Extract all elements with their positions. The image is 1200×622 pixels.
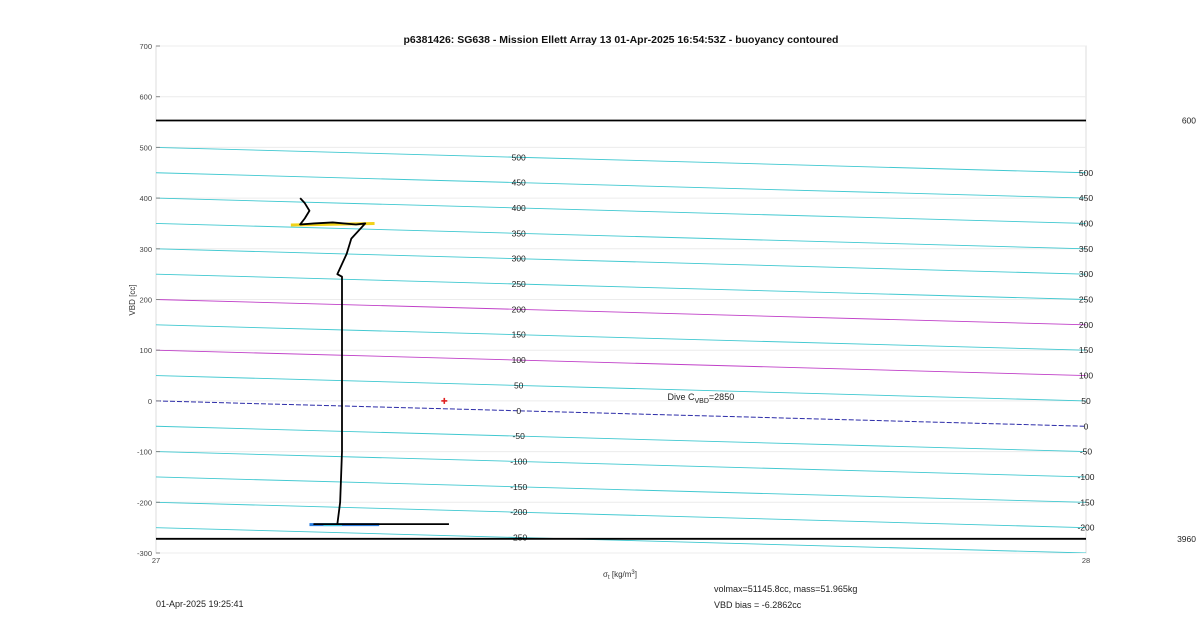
contour-label: 400 bbox=[1078, 218, 1094, 229]
y-tick-label: 500 bbox=[139, 143, 152, 153]
chart-title: p6381426: SG638 - Mission Ellett Array 13 01-Apr-2025 16:54:53Z - buoyancy contoured bbox=[403, 34, 839, 46]
vbd-bias-readout: VBD bias = -6.2862cc bbox=[714, 600, 802, 610]
contour-label: 450 bbox=[1078, 193, 1094, 204]
y-axis-label: VBD [cc] bbox=[128, 284, 137, 316]
contour-label: 350 bbox=[1078, 243, 1094, 254]
y-tick-label: -200 bbox=[136, 498, 152, 508]
contour-label: -50 bbox=[512, 431, 525, 442]
y-tick-label: 200 bbox=[139, 295, 152, 305]
y-tick-label: 100 bbox=[139, 346, 152, 356]
contour-label: 50 bbox=[1081, 395, 1091, 406]
contour-label: 250 bbox=[1078, 294, 1094, 305]
contour-label: 450 bbox=[511, 177, 526, 188]
contour-label: 300 bbox=[511, 253, 526, 264]
limit-line-label: 600 bbox=[1181, 115, 1196, 126]
contour-label: 200 bbox=[511, 304, 526, 315]
contour-label: 100 bbox=[511, 355, 526, 366]
dive-cvbd-annotation: Dive $C_{VBD}=2850$ bbox=[667, 391, 735, 405]
x-tick-label: 28 bbox=[1081, 556, 1091, 565]
x-tick-label: 27 bbox=[151, 556, 161, 565]
contour-label: 150 bbox=[1078, 345, 1094, 356]
contour-label: 400 bbox=[511, 202, 526, 213]
limit-line-label: 3960 bbox=[1177, 533, 1196, 544]
contour-label: -200 bbox=[1077, 522, 1095, 533]
contour-label: 350 bbox=[511, 228, 526, 239]
volmax-mass-readout: volmax=51145.8cc, mass=51.965kg bbox=[714, 584, 858, 594]
y-tick-label: 600 bbox=[139, 92, 152, 102]
contour-label: 500 bbox=[511, 152, 526, 163]
contour-label: -100 bbox=[1077, 471, 1095, 482]
contour-label: 0 bbox=[1083, 421, 1089, 432]
contour-label: 200 bbox=[1078, 319, 1094, 330]
footer-timestamp: 01-Apr-2025 19:25:41 bbox=[156, 599, 244, 609]
contour-label: 500 bbox=[1078, 167, 1094, 178]
contour-label: -250 bbox=[510, 532, 528, 543]
contour-label: 300 bbox=[1078, 269, 1094, 280]
y-tick-label: 400 bbox=[139, 194, 152, 204]
contour-label: -150 bbox=[1077, 497, 1095, 508]
y-tick-label: 700 bbox=[139, 42, 152, 51]
contour-label: -100 bbox=[510, 456, 528, 467]
y-tick-label: -300 bbox=[136, 549, 152, 558]
x-axis-label: $\sigma_t$ $[kg/m^3]$ bbox=[603, 570, 637, 581]
y-tick-label: -100 bbox=[136, 447, 152, 457]
contour-label: -200 bbox=[510, 507, 528, 518]
y-tick-label: 0 bbox=[147, 396, 152, 406]
contour-label: 150 bbox=[511, 329, 526, 340]
contour-label: -150 bbox=[510, 481, 528, 492]
contour-label: 250 bbox=[511, 279, 526, 290]
contour-label: 100 bbox=[1078, 370, 1094, 381]
contour-label: 0 bbox=[516, 405, 522, 416]
y-tick-label: 300 bbox=[139, 244, 152, 254]
contour-label: -50 bbox=[1079, 446, 1093, 457]
contour-label: 50 bbox=[513, 380, 524, 391]
